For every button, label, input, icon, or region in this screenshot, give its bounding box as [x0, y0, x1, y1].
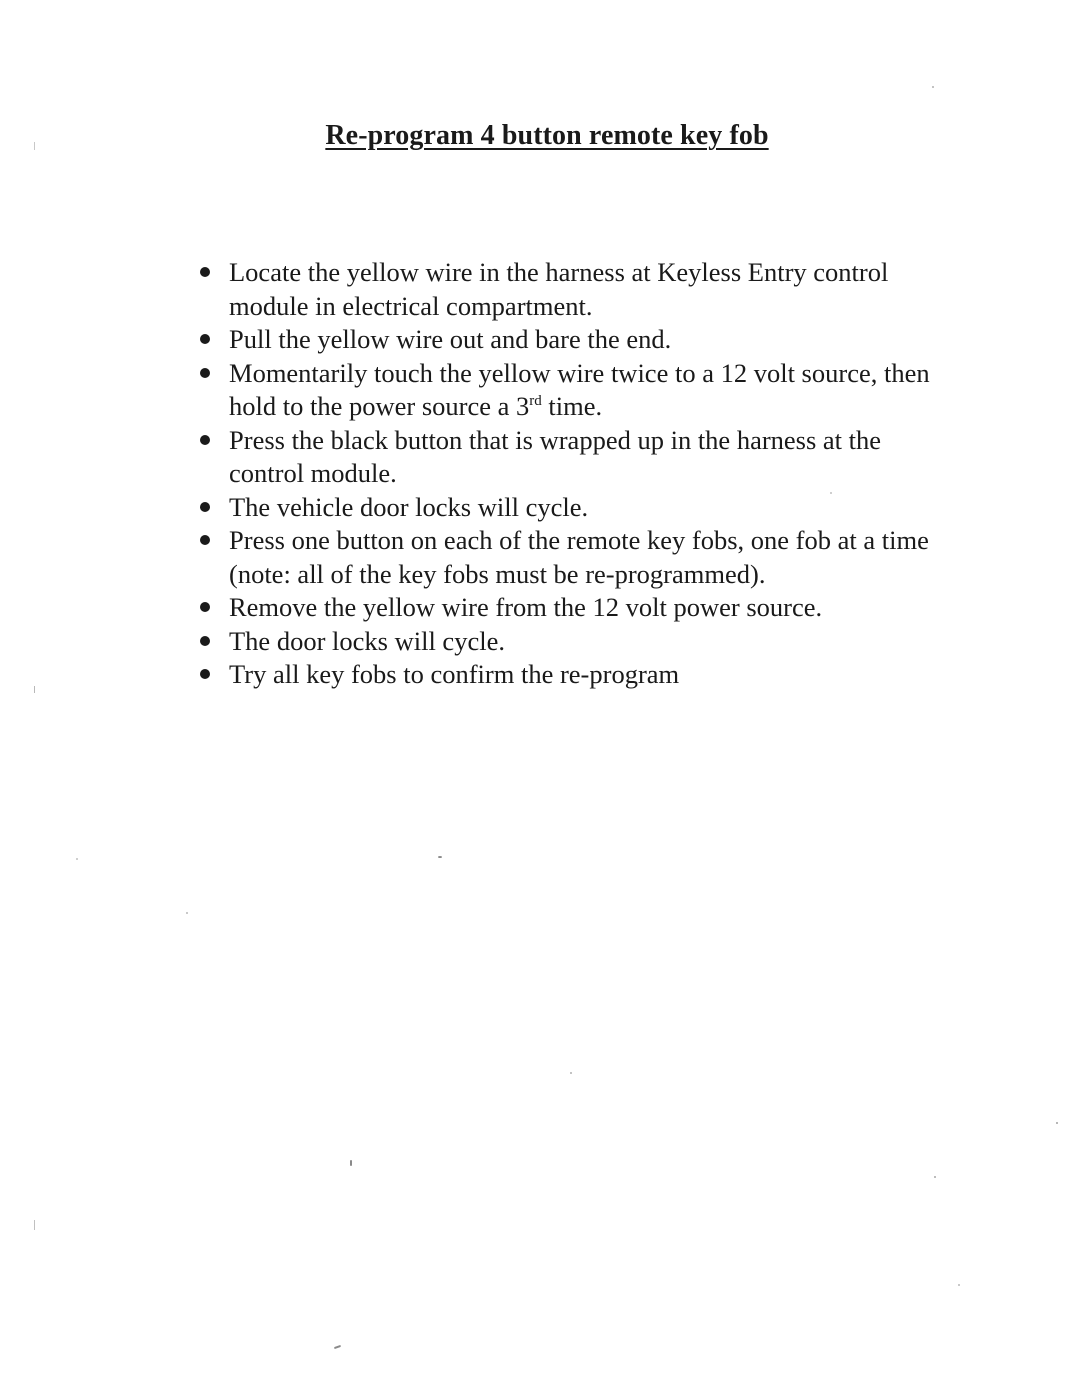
- scan-speck: [1056, 1122, 1058, 1124]
- bullet-icon: [200, 669, 210, 679]
- scan-speck: [34, 1220, 35, 1230]
- list-item: [196, 323, 936, 357]
- bullet-icon: [200, 502, 210, 512]
- step-text: Pull the yellow wire out and bare the end.: [229, 324, 672, 354]
- bullet-icon: [200, 368, 210, 378]
- list-item: [196, 424, 936, 491]
- step-text-main: Momentarily touch the yellow wire twice to a 12 volt source, then hold to the power source a 3: [229, 357, 930, 421]
- scan-speck: [830, 492, 832, 494]
- scan-speck: [350, 1160, 352, 1166]
- step-text: Press the black button that is wrapped up in the harness at the control module.: [229, 424, 882, 488]
- scan-speck: [438, 856, 442, 858]
- bullet-icon: [200, 267, 210, 277]
- list-item: [196, 625, 936, 659]
- list-item: [196, 491, 936, 525]
- scan-speck: [932, 86, 934, 88]
- step-text: [229, 358, 930, 422]
- step-text: Try all key fobs to confirm the re-program: [229, 659, 680, 689]
- step-text: The vehicle door locks will cycle.: [229, 491, 589, 522]
- scan-speck: [186, 912, 188, 914]
- step-text-tail: time.: [541, 391, 603, 421]
- list-item: [196, 256, 936, 323]
- bullet-icon: [200, 602, 210, 612]
- scan-speck: [958, 1284, 960, 1286]
- scan-speck: [570, 1072, 572, 1074]
- step-text: Locate the yellow wire in the harness at Keyless Entry control module in electrical compartment.: [229, 257, 889, 321]
- step-text: The door locks will cycle.: [229, 625, 505, 656]
- scan-speck: [934, 1176, 936, 1178]
- scan-speck: [34, 686, 35, 693]
- list-item: [196, 658, 936, 692]
- step-text-superscript: rd: [529, 393, 542, 410]
- list-item: [196, 357, 936, 424]
- scan-speck: [34, 142, 35, 150]
- steps-list: [196, 256, 936, 692]
- bullet-icon: [200, 334, 210, 344]
- scan-speck: [334, 1345, 341, 1349]
- page-title: Re-program 4 button remote key fob: [325, 120, 769, 151]
- scan-speck: [76, 858, 78, 860]
- bullet-icon: [200, 535, 210, 545]
- step-text: Remove the yellow wire from the 12 volt power source.: [229, 592, 823, 622]
- list-item: [196, 524, 936, 591]
- bullet-icon: [200, 636, 210, 646]
- list-item: [196, 591, 936, 625]
- bullet-icon: [200, 435, 210, 445]
- step-text: Press one button on each of the remote key fobs, one fob at a time (note: all of the key fobs must be re-programmed).: [229, 525, 929, 589]
